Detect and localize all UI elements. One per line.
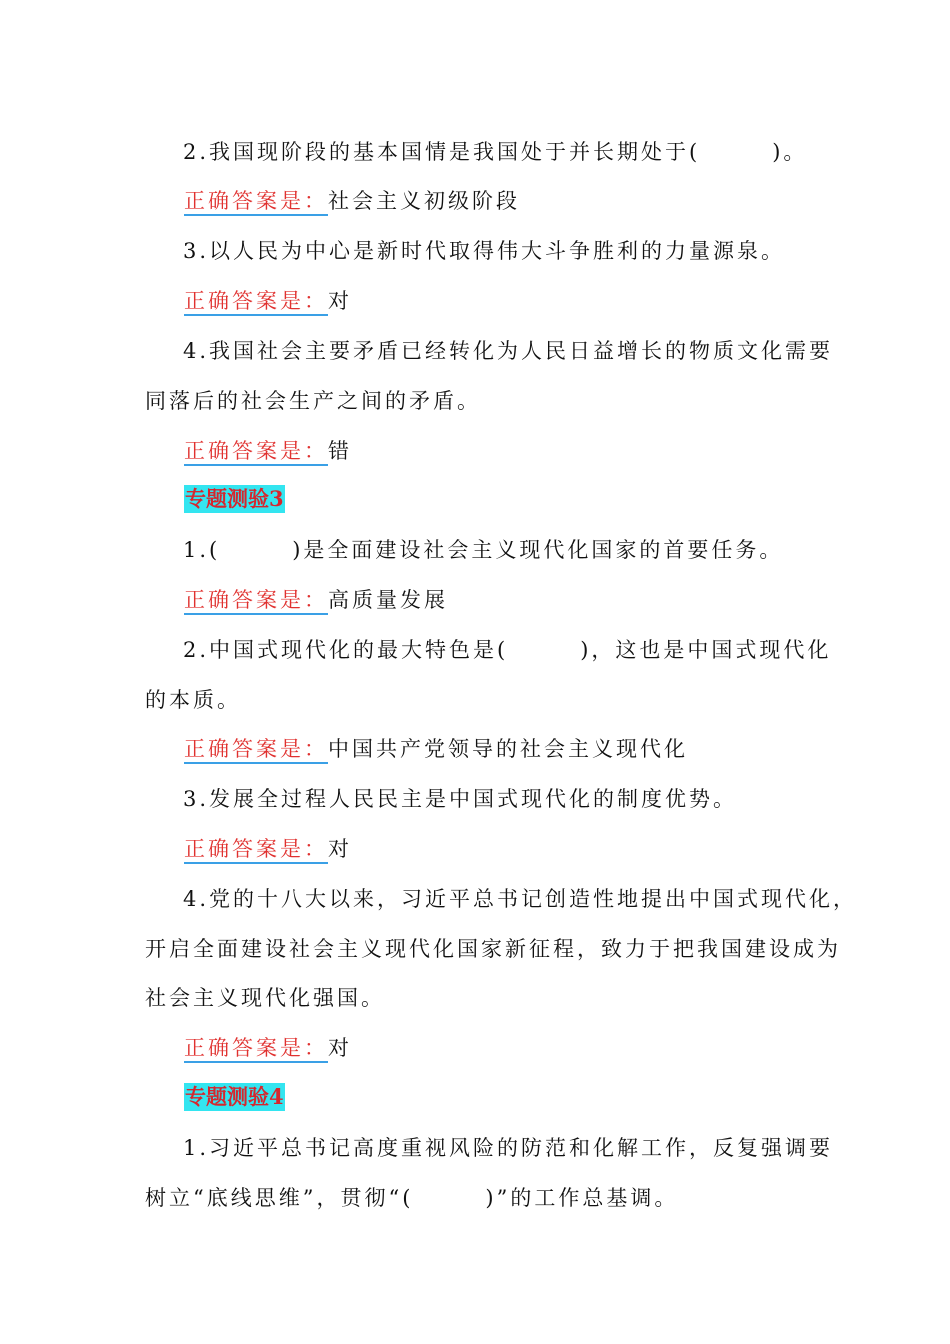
- question-text: 3.以人民为中心是新时代取得伟大斗争胜利的力量源泉。: [183, 239, 786, 263]
- answer-label: 正确答案是：: [184, 439, 328, 466]
- answer-value: 对: [328, 1036, 352, 1060]
- answer-value: 对: [328, 837, 352, 861]
- answer-value: 中国共产党领导的社会主义现代化: [328, 737, 688, 761]
- section-heading: 专题测验3: [185, 486, 284, 511]
- question-text-continued: 同落后的社会生产之间的矛盾。: [145, 389, 481, 413]
- answer-row: [184, 585, 448, 615]
- answer-label: 正确答案是：: [184, 189, 328, 216]
- question-text: 1.习近平总书记高度重视风险的防范和化解工作，反复强调要: [183, 1136, 834, 1160]
- answer-row: [184, 436, 352, 466]
- question-text: 1.( )是全面建设社会主义现代化国家的首要任务。: [183, 538, 784, 562]
- answer-row: [184, 186, 520, 216]
- question-text: 2.中国式现代化的最大特色是( )，这也是中国式现代化: [183, 638, 832, 662]
- answer-value: 高质量发展: [328, 588, 448, 612]
- answer-row: [184, 734, 688, 764]
- question-text: 4.我国社会主要矛盾已经转化为人民日益增长的物质文化需要: [183, 339, 834, 363]
- question-text-continued: 树立“底线思维”，贯彻“( )”的工作总基调。: [145, 1186, 679, 1210]
- question-text-continued: 开启全面建设社会主义现代化国家新征程，致力于把我国建设成为: [145, 937, 841, 961]
- question-text: 3.发展全过程人民民主是中国式现代化的制度优势。: [183, 787, 738, 811]
- answer-value: 对: [328, 289, 352, 313]
- question-text-continued: 社会主义现代化强国。: [145, 986, 385, 1010]
- answer-label: 正确答案是：: [184, 837, 328, 864]
- question-text: 2.我国现阶段的基本国情是我国处于并长期处于( )。: [183, 140, 808, 164]
- answer-label: 正确答案是：: [184, 1036, 328, 1063]
- answer-row: [184, 834, 352, 864]
- section-heading: 专题测验4: [185, 1084, 284, 1109]
- answer-label: 正确答案是：: [184, 737, 328, 764]
- answer-row: [184, 286, 352, 316]
- answer-label: 正确答案是：: [184, 588, 328, 615]
- question-text: 4.党的十八大以来，习近平总书记创造性地提出中国式现代化，: [183, 887, 858, 911]
- answer-value: 社会主义初级阶段: [328, 189, 520, 213]
- answer-row: [184, 1033, 352, 1063]
- answer-value: 错: [328, 439, 352, 463]
- answer-label: 正确答案是：: [184, 289, 328, 316]
- question-text-continued: 的本质。: [145, 688, 241, 712]
